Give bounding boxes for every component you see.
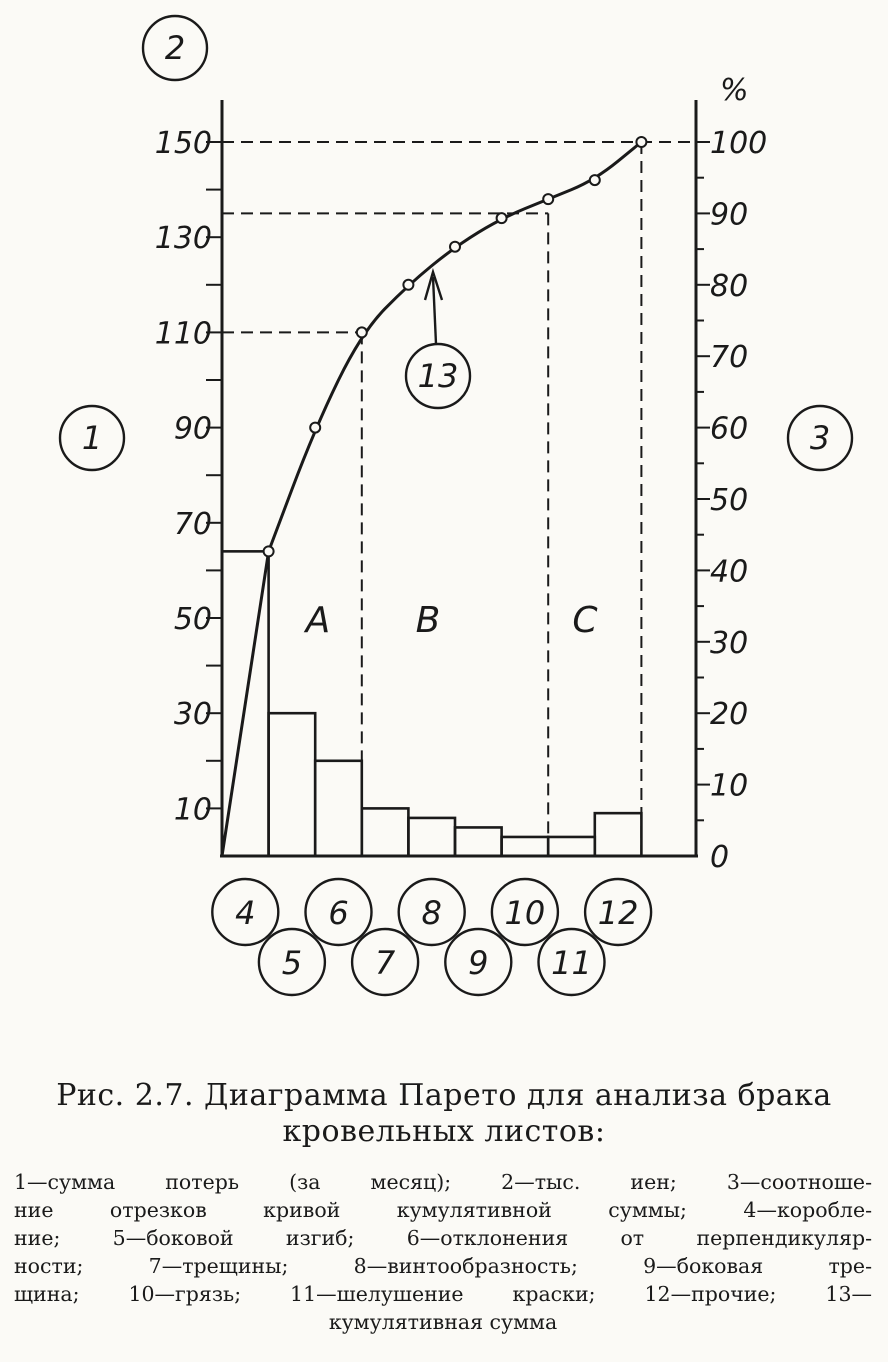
cumulative-point: [497, 213, 507, 223]
right-tick-label: 70: [710, 340, 749, 376]
figure-legend: [14, 1168, 872, 1336]
right-tick-label: 80: [710, 268, 749, 304]
legend-line: щина; 10—грязь; 11—шелушение краски; 12—прочие; 13—: [14, 1282, 872, 1306]
left-tick-label: 90: [173, 411, 212, 447]
zone-label: B: [415, 600, 441, 641]
left-axis-ticks: [155, 126, 222, 827]
left-tick-label: 10: [173, 792, 212, 828]
left-tick-label: 110: [154, 316, 212, 352]
legend-line: 1—сумма потерь (за месяц); 2—тыс. иен; 3—соотноше-: [14, 1170, 872, 1194]
right-axis-ticks: [696, 73, 767, 875]
right-tick-label: 40: [710, 554, 749, 590]
bar: [548, 837, 595, 856]
right-tick-label: 60: [710, 411, 749, 447]
bar: [315, 761, 362, 856]
cumulative-curve: [222, 137, 646, 856]
left-tick-label: 130: [154, 221, 212, 257]
figure-caption: [0, 1078, 888, 1150]
legend-line: ние; 5—боковой изгиб; 6—отклонения от перпендикуляр-: [14, 1226, 872, 1250]
category-label: 4: [235, 894, 256, 932]
bar: [502, 837, 549, 856]
callout-right-axis-label: 3: [809, 419, 831, 457]
left-tick-label: 50: [173, 602, 212, 637]
cumulative-point: [450, 242, 460, 252]
left-tick-label: 150: [154, 126, 212, 161]
bar: [455, 827, 502, 856]
category-label: 8: [421, 894, 442, 932]
right-tick-label: 10: [710, 768, 749, 804]
cumulative-point: [403, 280, 413, 290]
bars: [222, 551, 641, 856]
bar: [362, 808, 409, 856]
callout-curve-label: 13: [417, 357, 459, 395]
callout-arrow-shaft: [433, 277, 436, 344]
category-label: 12: [597, 894, 639, 932]
category-label: 6: [328, 894, 349, 932]
left-tick-label: 30: [173, 697, 212, 733]
category-label: 9: [468, 944, 489, 982]
category-label: 7: [374, 944, 396, 982]
cumulative-point: [357, 327, 367, 337]
bar: [408, 818, 455, 856]
caption-line-2: кровельных листов:: [282, 1114, 606, 1149]
callout-left-unit-label: 2: [164, 29, 186, 67]
cumulative-point: [264, 546, 274, 556]
right-axis-unit: %: [720, 73, 749, 108]
right-tick-label: 30: [710, 625, 749, 661]
category-label: 5: [281, 944, 303, 982]
left-tick-label: 70: [173, 506, 212, 542]
right-tick-label: 0: [710, 840, 730, 875]
right-tick-label: 90: [710, 197, 749, 233]
bar: [595, 813, 642, 856]
legend-line: ние отрезков кривой кумулятивной суммы; 4—коробле-: [14, 1198, 872, 1222]
right-tick-label: 100: [710, 126, 768, 161]
zone-label: C: [572, 600, 598, 641]
cumulative-point: [310, 423, 320, 433]
right-tick-label: 50: [710, 483, 749, 518]
legend-line: ности; 7—трещины; 8—винтообразность; 9—боковая тре-: [14, 1254, 872, 1278]
caption-line-1: Рис. 2.7. Диаграмма Парето для анализа брака: [56, 1078, 832, 1113]
category-label: 11: [551, 944, 592, 982]
cumulative-line: [222, 142, 641, 856]
legend-line: кумулятивная сумма: [328, 1310, 558, 1334]
right-tick-label: 20: [710, 697, 749, 733]
bar: [269, 713, 316, 856]
category-markers: [212, 879, 651, 995]
callout-left-axis-label: 1: [81, 419, 103, 457]
cumulative-point: [543, 194, 553, 204]
cumulative-point: [636, 137, 646, 147]
zone-label: A: [305, 600, 331, 641]
category-label: 10: [504, 894, 546, 932]
cumulative-point: [590, 175, 600, 185]
zone-labels: [304, 600, 599, 641]
